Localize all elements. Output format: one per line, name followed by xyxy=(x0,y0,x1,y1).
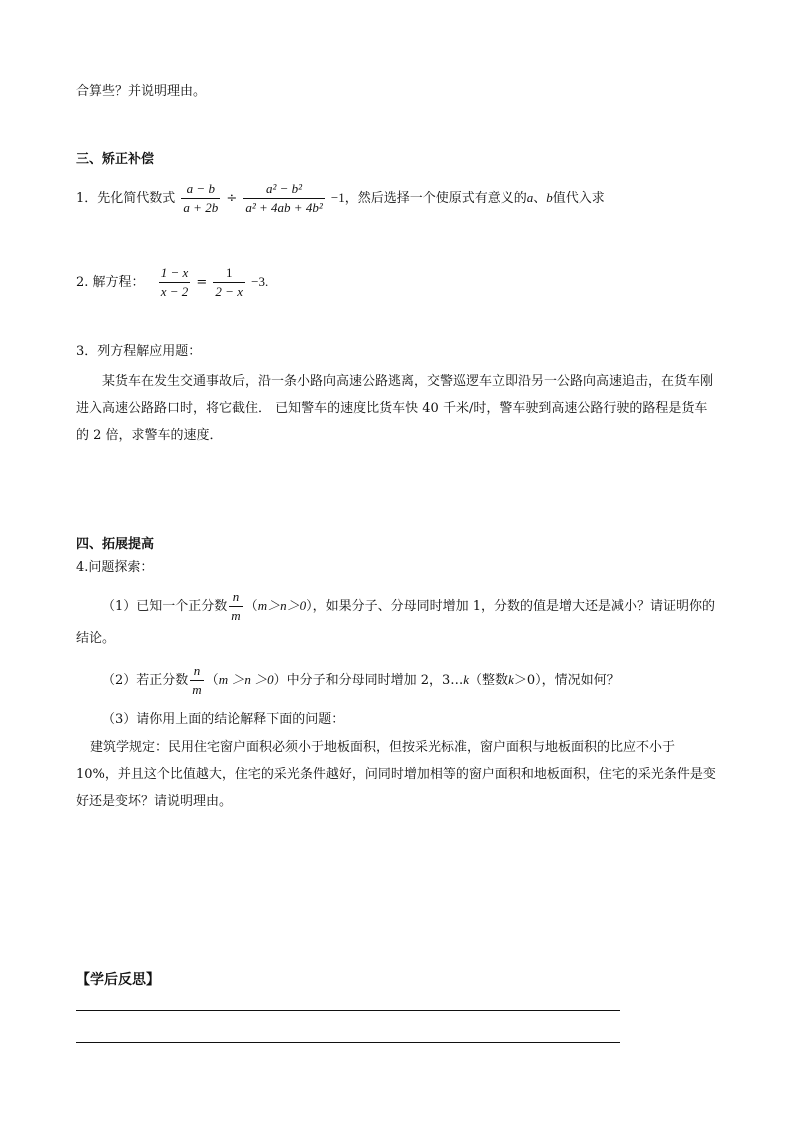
p2-c: ）中分子和分母同时增加 2，3… xyxy=(273,673,464,688)
q1-f2-denominator: a² + 4ab + 4b² xyxy=(245,200,323,215)
section3-heading: 三、矫正补偿 xyxy=(76,152,155,167)
p2-k2: k xyxy=(508,672,514,687)
p2-e: ＞0），情况如何？ xyxy=(513,673,620,688)
q1-f2-numerator: a² − b² xyxy=(243,180,324,199)
q1-fraction-1 xyxy=(181,180,220,217)
q1-tail-a: ，然后选择一个使原式有意义的 xyxy=(344,191,527,206)
q1-divide: ÷ xyxy=(226,191,238,206)
reflection-heading: 【学后反思】 xyxy=(76,972,160,988)
q1-sep: 、 xyxy=(533,191,547,206)
q1-var-b: b xyxy=(546,190,553,205)
section4-heading: 四、拓展提高 xyxy=(76,537,155,552)
q1-fraction-2 xyxy=(243,180,324,217)
p2-k: k xyxy=(463,672,470,687)
q2-minus-three: −3. xyxy=(251,274,269,289)
q2-left-numerator: 1 − x xyxy=(159,264,191,283)
answer-line-2 xyxy=(76,1042,620,1043)
q2-left-fraction xyxy=(159,264,191,301)
q2-lead: 2. 解方程： xyxy=(76,275,145,290)
q2-right-numerator: 1 xyxy=(213,264,245,283)
q1-f1-denominator: a + 2b xyxy=(183,200,219,215)
q2-right-fraction xyxy=(213,264,245,301)
p2-b: （ xyxy=(205,673,219,688)
q4-part-2 xyxy=(76,662,720,699)
p2-numerator: n xyxy=(190,662,203,681)
p1-c: ），如果分子、分母同时增加 1，分数的值是增大还是减小？请证明你的结论。 xyxy=(76,599,715,646)
answer-line-1 xyxy=(76,1010,620,1011)
q4-part-1 xyxy=(76,588,720,653)
p2-denominator: m xyxy=(192,682,202,697)
p2-fraction xyxy=(190,662,203,699)
p2-d: （整数 xyxy=(469,673,509,688)
q4-lead: 4.问题探索： xyxy=(76,560,154,575)
q1-var-a: a xyxy=(526,190,534,205)
p1-denominator: m xyxy=(231,608,241,623)
q1-lead: 1．先化简代数式 xyxy=(76,191,176,206)
p1-condition: m＞n＞0 xyxy=(257,598,307,613)
q4-part-3: （3）请你用上面的结论解释下面的问题： xyxy=(102,712,345,727)
q3-body: 某货车在发生交通事故后，沿一条小路向高速公路逃离，交警巡逻车立即沿另一公路向高速追击，在货车刚进入高速公路路口时，将它截住． 已知警车的速度比货车快 40 千米/时，警车驶到高速公路行驶的路程是货车的 2 倍，求警车的速度． xyxy=(76,374,714,443)
q1-minus-one: −1 xyxy=(330,190,345,205)
q2-equals: = xyxy=(196,275,208,290)
p1-b: （ xyxy=(244,599,258,614)
q2-left-denominator: x − 2 xyxy=(160,284,189,299)
q4-part-4: 建筑学规定：民用住宅窗户面积必须小于地板面积，但按采光标准，窗户面积与地板面积的比应不小于 10%，并且这个比值越大，住宅的采光条件越好，问同时增加相等的窗户面积和地板面积，住宅的采光条件是变好还是变坏？请说明理由。 xyxy=(76,740,716,809)
q1-f1-numerator: a − b xyxy=(181,180,220,199)
p2-condition: m ＞n ＞0 xyxy=(218,672,274,687)
p1-numerator: n xyxy=(229,588,242,607)
intro-tail: 合算些？并说明理由。 xyxy=(76,84,207,99)
question-1 xyxy=(76,180,605,217)
question-2 xyxy=(76,264,268,301)
p2-a: （2）若正分数 xyxy=(102,673,189,688)
q2-right-denominator: 2 − x xyxy=(215,284,243,299)
q3-lead: 3．列方程解应用题： xyxy=(76,344,202,359)
p1-a: （1）已知一个正分数 xyxy=(102,599,228,614)
q1-tail-b: 值代入求 xyxy=(552,191,605,206)
p1-fraction xyxy=(229,588,242,625)
